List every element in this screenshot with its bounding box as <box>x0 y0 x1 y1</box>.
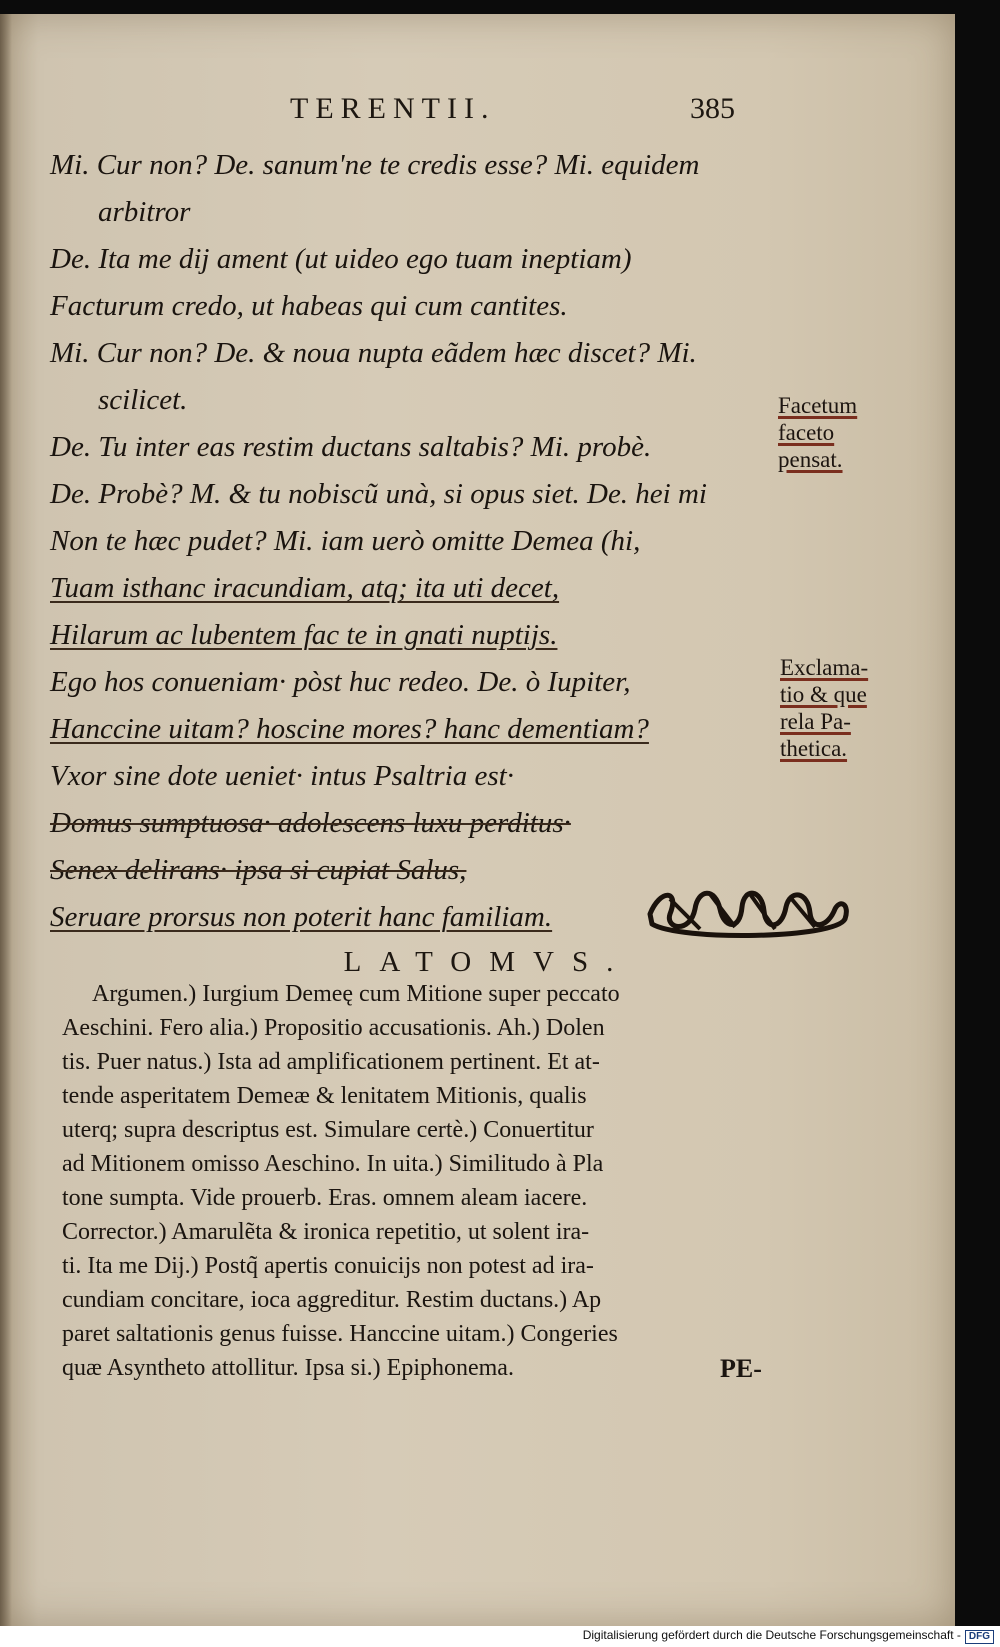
verse-line-underlined: Tuam isthanc iracundiam, atq; ita uti decet, <box>50 572 560 604</box>
verse-line-underlined: Seruare prorsus non poterit hanc familiam. <box>50 901 553 933</box>
verse-line: Mi. Cur non? De. & noua nupta eãdem hæc discet? Mi. <box>50 337 697 369</box>
verse-line: Facturum credo, ut habeas qui cum cantites. <box>50 290 568 322</box>
footer-credit <box>583 1628 994 1644</box>
margin-note-line: rela Pa- <box>780 709 851 734</box>
verse-line: Vxor sine dote ueniet· intus Psaltria est· <box>50 760 514 792</box>
commentary-line: uterq; supra descriptus est. Simulare certè.) Conuertitur <box>62 1117 594 1143</box>
verse-line: arbitror <box>98 196 191 228</box>
catchword: PE- <box>720 1354 762 1383</box>
commentary-line: cundiam concitare, ioca aggreditur. Restim ductans.) Ap <box>62 1287 602 1313</box>
commentary-line: tende asperitatem Demeæ & lenitatem Mitionis, qualis <box>62 1083 587 1109</box>
page-number: 385 <box>690 92 735 125</box>
margin-note-line: Exclama- <box>780 655 869 680</box>
commentary-line: tis. Puer natus.) Ista ad amplificationem pertinent. Et at- <box>62 1049 600 1075</box>
commentary-line: tone sumpta. Vide prouerb. Eras. omnem aleam iacere. <box>62 1185 588 1211</box>
verse-line-struck: Domus sumptuosa· adolescens luxu perditus· <box>50 807 571 839</box>
footer-credit-text: Digitalisierung gefördert durch die Deutsche Forschungsgemeinschaft - <box>582 1628 961 1642</box>
commentary-line: Argumen.) Iurgium Demeę cum Mitione super peccato <box>92 981 620 1007</box>
margin-note-line: Facetum <box>778 393 858 418</box>
verse-line: Non te hæc pudet? Mi. iam uerò omitte Demea (hi, <box>50 525 641 557</box>
commentary-line: Aeschini. Fero alia.) Propositio accusationis. Ah.) Dolen <box>62 1015 605 1041</box>
verse-line: De. Probè? M. & tu nobiscũ unà, si opus siet. De. hei mi <box>50 478 707 510</box>
page-header <box>0 92 955 132</box>
footer-bar <box>0 1626 1000 1647</box>
margin-note-exclamatio <box>780 654 868 762</box>
commentary-line: paret saltationis genus fuisse. Hanccine uitam.) Congeries <box>62 1321 618 1347</box>
running-head: TERENTII. <box>290 92 496 125</box>
book-page <box>0 14 955 1626</box>
verse-line: De. Tu inter eas restim ductans saltabis? Mi. probè. <box>50 431 652 463</box>
commentary-line: ti. Ita me Dij.) Postq̃ apertis conuicijs non potest ad ira- <box>62 1253 594 1279</box>
ink-scribble-icon <box>640 869 860 949</box>
margin-note-line: faceto <box>778 420 835 445</box>
commentary-line: quæ Asyntheto attollitur. Ipsa si.) Epiphonema. <box>62 1355 514 1381</box>
verse-line-struck: Senex delirans· ipsa si cupiat Salus, <box>50 854 467 886</box>
verse-line: Ego hos conueniam· pòst huc redeo. De. ò Iupiter, <box>50 666 631 698</box>
margin-note-line: thetica. <box>780 736 848 761</box>
margin-note-line: pensat. <box>778 447 843 472</box>
commentary-block <box>62 977 807 1385</box>
verse-line: Mi. Cur non? De. sanum'ne te credis esse? Mi. equidem <box>50 149 700 181</box>
verse-line: scilicet. <box>98 384 188 416</box>
margin-note-facetum <box>778 392 857 473</box>
verse-line: De. Ita me dij ament (ut uideo ego tuam ineptiam) <box>50 243 632 275</box>
commentary-line: ad Mitionem omisso Aeschino. In uita.) Similitudo à Pla <box>62 1151 604 1177</box>
margin-note-line: tio & que <box>780 682 867 707</box>
verse-line-underlined: Hanccine uitam? hoscine mores? hanc dementiam? <box>50 713 649 745</box>
dfg-logo: DFG <box>965 1630 994 1644</box>
verse-line-underlined: Hilarum ac lubentem fac te in gnati nuptijs. <box>50 619 558 651</box>
verse-block <box>50 142 770 941</box>
commentary-title: LATOMVS. <box>343 946 632 978</box>
commentary-line: Corrector.) Amarulẽta & ironica repetitio, ut solent ira- <box>62 1219 590 1245</box>
